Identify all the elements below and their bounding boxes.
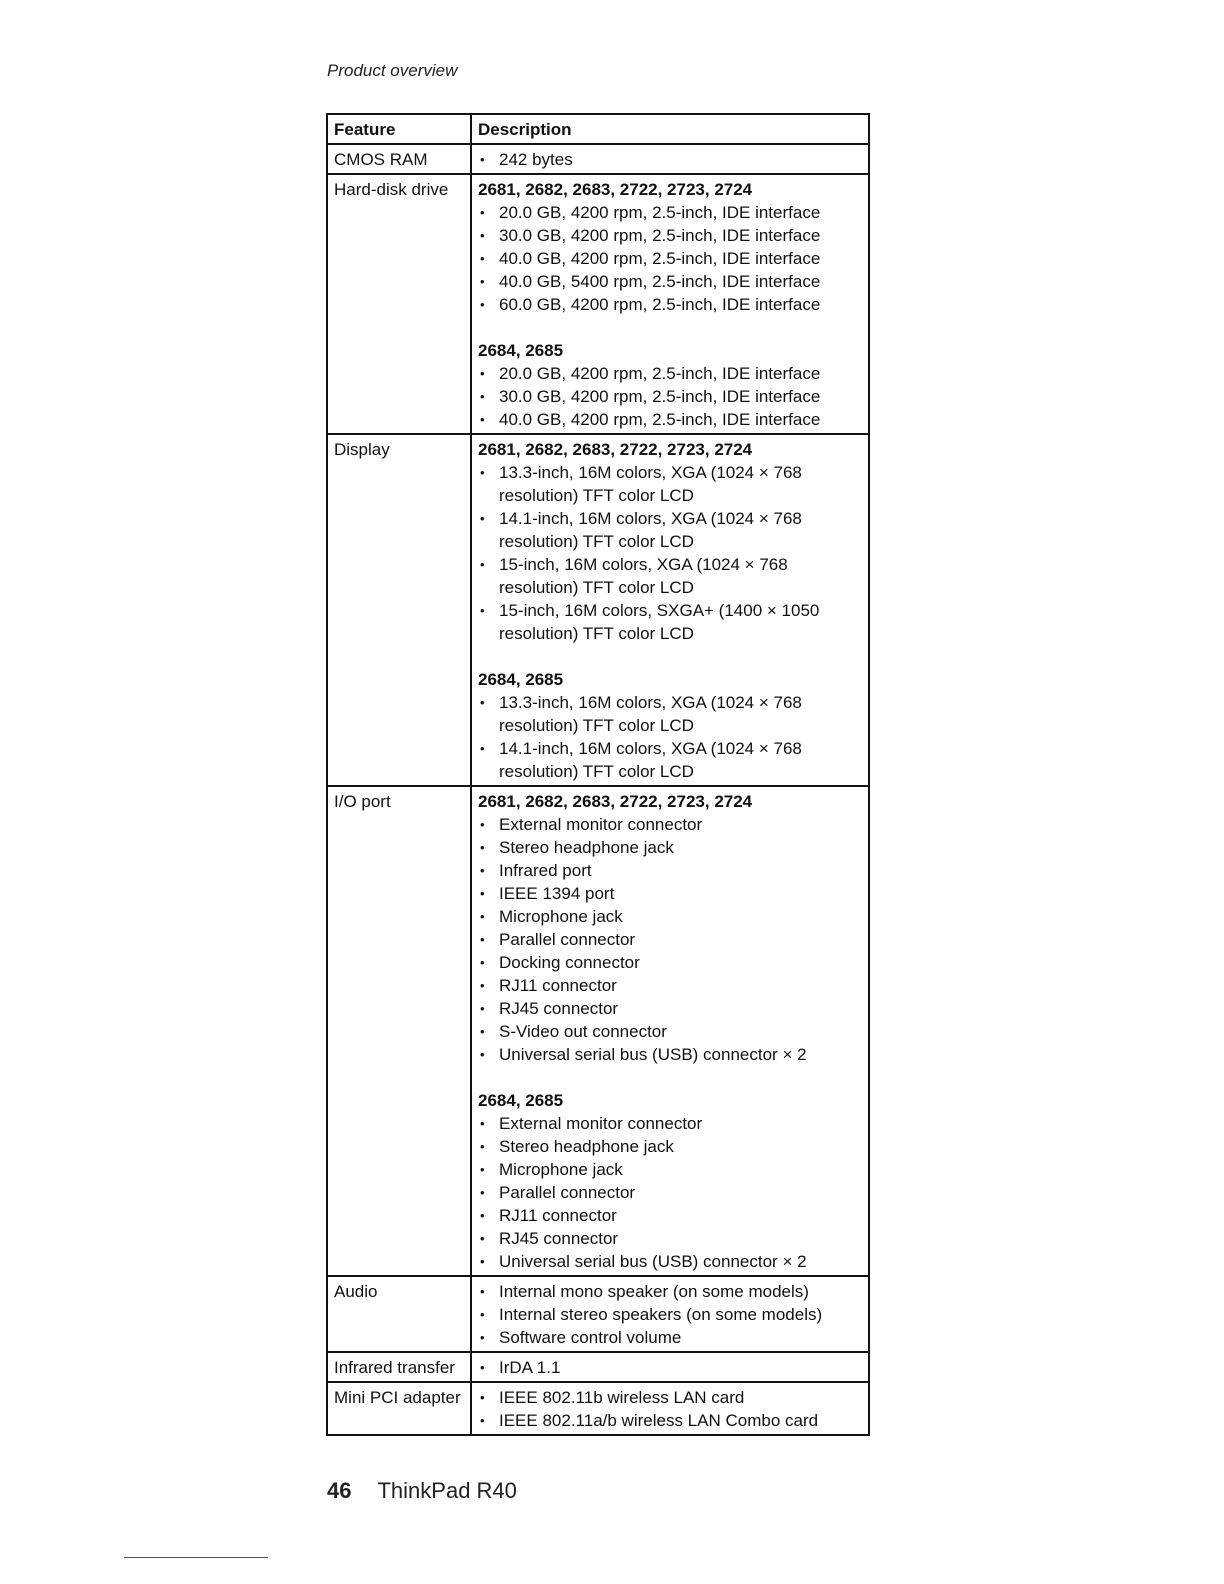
spec-list bbox=[478, 1112, 862, 1273]
list-item: • 30.0 GB, 4200 rpm, 2.5-inch, IDE interface bbox=[478, 224, 862, 247]
list-item: • 13.3-inch, 16M colors, XGA (1024 × 768 resolution) TFT color LCD bbox=[478, 461, 862, 507]
list-item: • 20.0 GB, 4200 rpm, 2.5-inch, IDE interface bbox=[478, 201, 862, 224]
list-item: • RJ11 connector bbox=[478, 1204, 862, 1227]
spec-list bbox=[478, 813, 862, 1066]
list-item: • RJ11 connector bbox=[478, 974, 862, 997]
spec-list bbox=[478, 691, 862, 783]
spec-list bbox=[478, 201, 862, 316]
model-group bbox=[478, 178, 862, 316]
table-header-row bbox=[327, 114, 869, 144]
spec-list bbox=[478, 362, 862, 431]
description-cell bbox=[471, 786, 869, 1276]
list-item: • Stereo headphone jack bbox=[478, 836, 862, 859]
feature-cell: Hard-disk drive bbox=[327, 174, 471, 434]
table-row bbox=[327, 1276, 869, 1352]
model-group-heading: 2681, 2682, 2683, 2722, 2723, 2724 bbox=[478, 440, 753, 459]
table-row bbox=[327, 174, 869, 434]
list-item: • IEEE 1394 port bbox=[478, 882, 862, 905]
list-item: • Software control volume bbox=[478, 1326, 862, 1349]
list-item: • 60.0 GB, 4200 rpm, 2.5-inch, IDE interface bbox=[478, 293, 862, 316]
feature-column-header: Feature bbox=[327, 114, 471, 144]
list-item: • Microphone jack bbox=[478, 1158, 862, 1181]
list-item: • IEEE 802.11b wireless LAN card bbox=[478, 1386, 862, 1409]
spec-list bbox=[478, 461, 862, 645]
list-item: • 20.0 GB, 4200 rpm, 2.5-inch, IDE interface bbox=[478, 362, 862, 385]
model-group bbox=[478, 1089, 862, 1273]
list-item: • 30.0 GB, 4200 rpm, 2.5-inch, IDE interface bbox=[478, 385, 862, 408]
list-item: • Internal mono speaker (on some models) bbox=[478, 1280, 862, 1303]
list-item: • Parallel connector bbox=[478, 928, 862, 951]
footer-rule bbox=[124, 1557, 268, 1558]
list-item: • Internal stereo speakers (on some models) bbox=[478, 1303, 862, 1326]
list-item: • IrDA 1.1 bbox=[478, 1356, 862, 1379]
running-title: Product overview bbox=[327, 61, 458, 80]
model-group bbox=[478, 148, 862, 171]
description-column-header: Description bbox=[471, 114, 869, 144]
model-group bbox=[478, 438, 862, 645]
list-item: • Infrared port bbox=[478, 859, 862, 882]
description-cell bbox=[471, 174, 869, 434]
feature-cell: Infrared transfer bbox=[327, 1352, 471, 1382]
model-group-heading: 2681, 2682, 2683, 2722, 2723, 2724 bbox=[478, 180, 753, 199]
list-item: • 13.3-inch, 16M colors, XGA (1024 × 768 resolution) TFT color LCD bbox=[478, 691, 862, 737]
spec-list bbox=[478, 1386, 862, 1432]
list-item: • Microphone jack bbox=[478, 905, 862, 928]
table-row bbox=[327, 144, 869, 174]
list-item: • RJ45 connector bbox=[478, 1227, 862, 1250]
model-group-heading: 2684, 2685 bbox=[478, 670, 564, 689]
list-item: • Stereo headphone jack bbox=[478, 1135, 862, 1158]
model-group bbox=[478, 668, 862, 783]
list-item: • External monitor connector bbox=[478, 813, 862, 836]
description-cell bbox=[471, 1382, 869, 1435]
feature-cell: CMOS RAM bbox=[327, 144, 471, 174]
model-group bbox=[478, 339, 862, 431]
feature-cell: I/O port bbox=[327, 786, 471, 1276]
model-group-heading: 2684, 2685 bbox=[478, 1091, 564, 1110]
list-item: • 242 bytes bbox=[478, 148, 862, 171]
list-item: • External monitor connector bbox=[478, 1112, 862, 1135]
spec-table-body bbox=[327, 144, 869, 1435]
table-row bbox=[327, 1382, 869, 1435]
list-item: • 15-inch, 16M colors, SXGA+ (1400 × 1050 resolution) TFT color LCD bbox=[478, 599, 862, 645]
list-item: • Parallel connector bbox=[478, 1181, 862, 1204]
list-item: • 14.1-inch, 16M colors, XGA (1024 × 768 resolution) TFT color LCD bbox=[478, 507, 862, 553]
description-cell bbox=[471, 1352, 869, 1382]
book-title: ThinkPad R40 bbox=[377, 1478, 517, 1503]
feature-cell: Audio bbox=[327, 1276, 471, 1352]
feature-cell: Mini PCI adapter bbox=[327, 1382, 471, 1435]
list-item: • 14.1-inch, 16M colors, XGA (1024 × 768 resolution) TFT color LCD bbox=[478, 737, 862, 783]
list-item: • 15-inch, 16M colors, XGA (1024 × 768 resolution) TFT color LCD bbox=[478, 553, 862, 599]
list-item: • S-Video out connector bbox=[478, 1020, 862, 1043]
description-cell bbox=[471, 434, 869, 786]
spec-table bbox=[326, 113, 870, 1436]
list-item: • Universal serial bus (USB) connector × 2 bbox=[478, 1043, 862, 1066]
page-number: 46 bbox=[327, 1478, 352, 1503]
model-group bbox=[478, 1356, 862, 1379]
feature-cell: Display bbox=[327, 434, 471, 786]
model-group-heading: 2684, 2685 bbox=[478, 341, 564, 360]
model-group bbox=[478, 1280, 862, 1349]
list-item: • 40.0 GB, 4200 rpm, 2.5-inch, IDE interface bbox=[478, 408, 862, 431]
table-row bbox=[327, 786, 869, 1276]
page-footer bbox=[327, 1478, 517, 1504]
model-group-heading: 2681, 2682, 2683, 2722, 2723, 2724 bbox=[478, 792, 753, 811]
list-item: • RJ45 connector bbox=[478, 997, 862, 1020]
table-row bbox=[327, 1352, 869, 1382]
description-cell bbox=[471, 1276, 869, 1352]
table-row bbox=[327, 434, 869, 786]
list-item: • Universal serial bus (USB) connector × 2 bbox=[478, 1250, 862, 1273]
spec-list bbox=[478, 1356, 862, 1379]
model-group bbox=[478, 1386, 862, 1432]
description-cell bbox=[471, 144, 869, 174]
list-item: • IEEE 802.11a/b wireless LAN Combo card bbox=[478, 1409, 862, 1432]
spec-list bbox=[478, 1280, 862, 1349]
list-item: • Docking connector bbox=[478, 951, 862, 974]
list-item: • 40.0 GB, 4200 rpm, 2.5-inch, IDE interface bbox=[478, 247, 862, 270]
spec-list bbox=[478, 148, 862, 171]
model-group bbox=[478, 790, 862, 1066]
list-item: • 40.0 GB, 5400 rpm, 2.5-inch, IDE interface bbox=[478, 270, 862, 293]
